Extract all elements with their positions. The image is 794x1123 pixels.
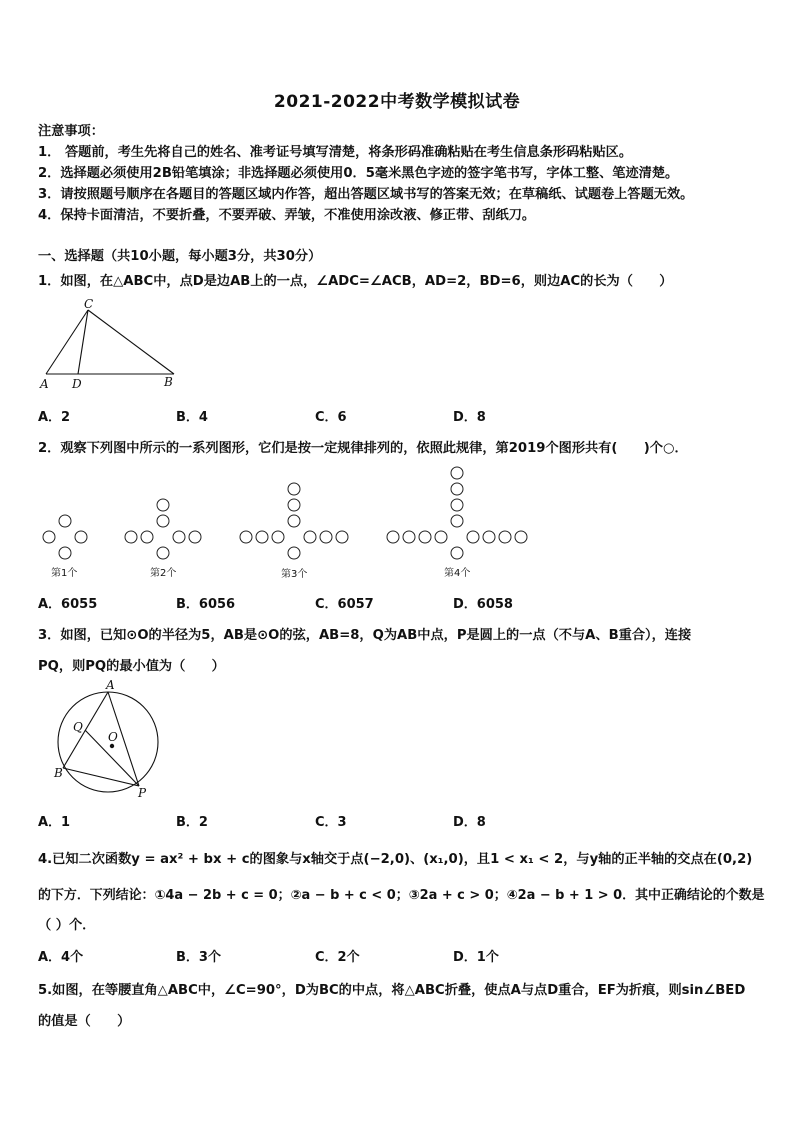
figure-caption: 第3个 bbox=[281, 569, 308, 580]
notice-heading: 注意事项： bbox=[38, 124, 104, 139]
point-label: C bbox=[84, 297, 94, 311]
point-label: D bbox=[72, 377, 82, 391]
option-c: C．6057 bbox=[315, 597, 374, 612]
option-b: B．4 bbox=[176, 410, 208, 425]
notice-item: 2．选择题必须使用2B铅笔填涂；非选择题必须使用0．5毫米黑色字迹的签字笔书写，字体工整、笔迹清楚。 bbox=[38, 166, 679, 181]
option-b: B．6056 bbox=[176, 597, 236, 612]
option-d: D．8 bbox=[453, 815, 486, 830]
question-3-text: PQ，则PQ的最小值为（ ） bbox=[38, 659, 225, 674]
option-d: D．1个 bbox=[453, 950, 499, 965]
option-d: D．8 bbox=[453, 410, 486, 425]
question-1-text: 1．如图，在△ABC中，点D是边AB上的一点，∠ADC=∠ACB，AD=2，BD=6，则边AC的长为（ ） bbox=[38, 274, 673, 289]
figure-caption: 第4个 bbox=[444, 568, 471, 579]
section-heading: 一、选择题（共10小题，每小题3分，共30分） bbox=[38, 249, 322, 264]
notice-item: 4．保持卡面清洁，不要折叠，不要弄破、弄皱，不准使用涂改液、修正带、刮纸刀。 bbox=[38, 208, 536, 223]
option-a: A．6055 bbox=[38, 597, 98, 612]
question-4-text: 4.已知二次函数y = ax² + bx + c的图象与x轴交于点(−2,0)、(x₁,0)，且1 < x₁ < 2，与y轴的正半轴的交点在(0,2) bbox=[38, 852, 753, 867]
question-3-text: 3．如图，已知⊙O的半径为5，AB是⊙O的弦，AB=8，Q为AB中点，P是圆上的一点（不与A、B重合），连接 bbox=[38, 628, 692, 643]
option-a: A．1 bbox=[38, 815, 71, 830]
page-title: 2021-2022中考数学模拟试卷 bbox=[273, 92, 521, 112]
option-a: A．2 bbox=[38, 410, 71, 425]
point-label: O bbox=[108, 730, 118, 744]
point-label: A bbox=[106, 678, 115, 692]
point-label: B bbox=[164, 375, 173, 389]
figure-caption: 第1个 bbox=[51, 568, 78, 579]
option-c: C．6 bbox=[315, 410, 347, 425]
circle-chord-figure bbox=[46, 680, 171, 805]
point-label: B bbox=[54, 766, 63, 780]
option-b: B．3个 bbox=[176, 950, 221, 965]
triangle-figure bbox=[36, 297, 186, 392]
option-d: D．6058 bbox=[453, 597, 513, 612]
notice-item: 1． 答题前，考生先将自己的姓名、准考证号填写清楚，将条形码准确粘贴在考生信息条形码粘贴区。 bbox=[38, 145, 633, 160]
option-a: A．4个 bbox=[38, 950, 84, 965]
option-b: B．2 bbox=[176, 815, 208, 830]
question-4-text: （ ）个． bbox=[38, 918, 96, 933]
circle-pattern-figure bbox=[0, 460, 794, 585]
option-c: C．2个 bbox=[315, 950, 360, 965]
figure-caption: 第2个 bbox=[150, 568, 177, 579]
notice-item: 3．请按照题号顺序在各题目的答题区域内作答，超出答题区域书写的答案无效；在草稿纸、试题卷上答题无效。 bbox=[38, 187, 694, 202]
point-label: Q bbox=[73, 720, 83, 734]
question-4-text: 的下方．下列结论：①4a − 2b + c = 0；②a − b + c < 0；③2a + c > 0；④2a − b + 1 > 0．其中正确结论的个数是 bbox=[38, 888, 765, 903]
point-label: P bbox=[138, 786, 147, 800]
question-5-text: 5.如图，在等腰直角△ABC中，∠C=90°，D为BC的中点，将△ABC折叠，使点A与点D重合，EF为折痕，则sin∠BED bbox=[38, 983, 746, 998]
point-label: A bbox=[40, 377, 49, 391]
question-5-text: 的值是（ ） bbox=[38, 1014, 131, 1029]
option-c: C．3 bbox=[315, 815, 347, 830]
question-2-text: 2．观察下列图中所示的一系列图形，它们是按一定规律排列的，依照此规律，第2019个图形共有( )个○． bbox=[38, 441, 688, 456]
